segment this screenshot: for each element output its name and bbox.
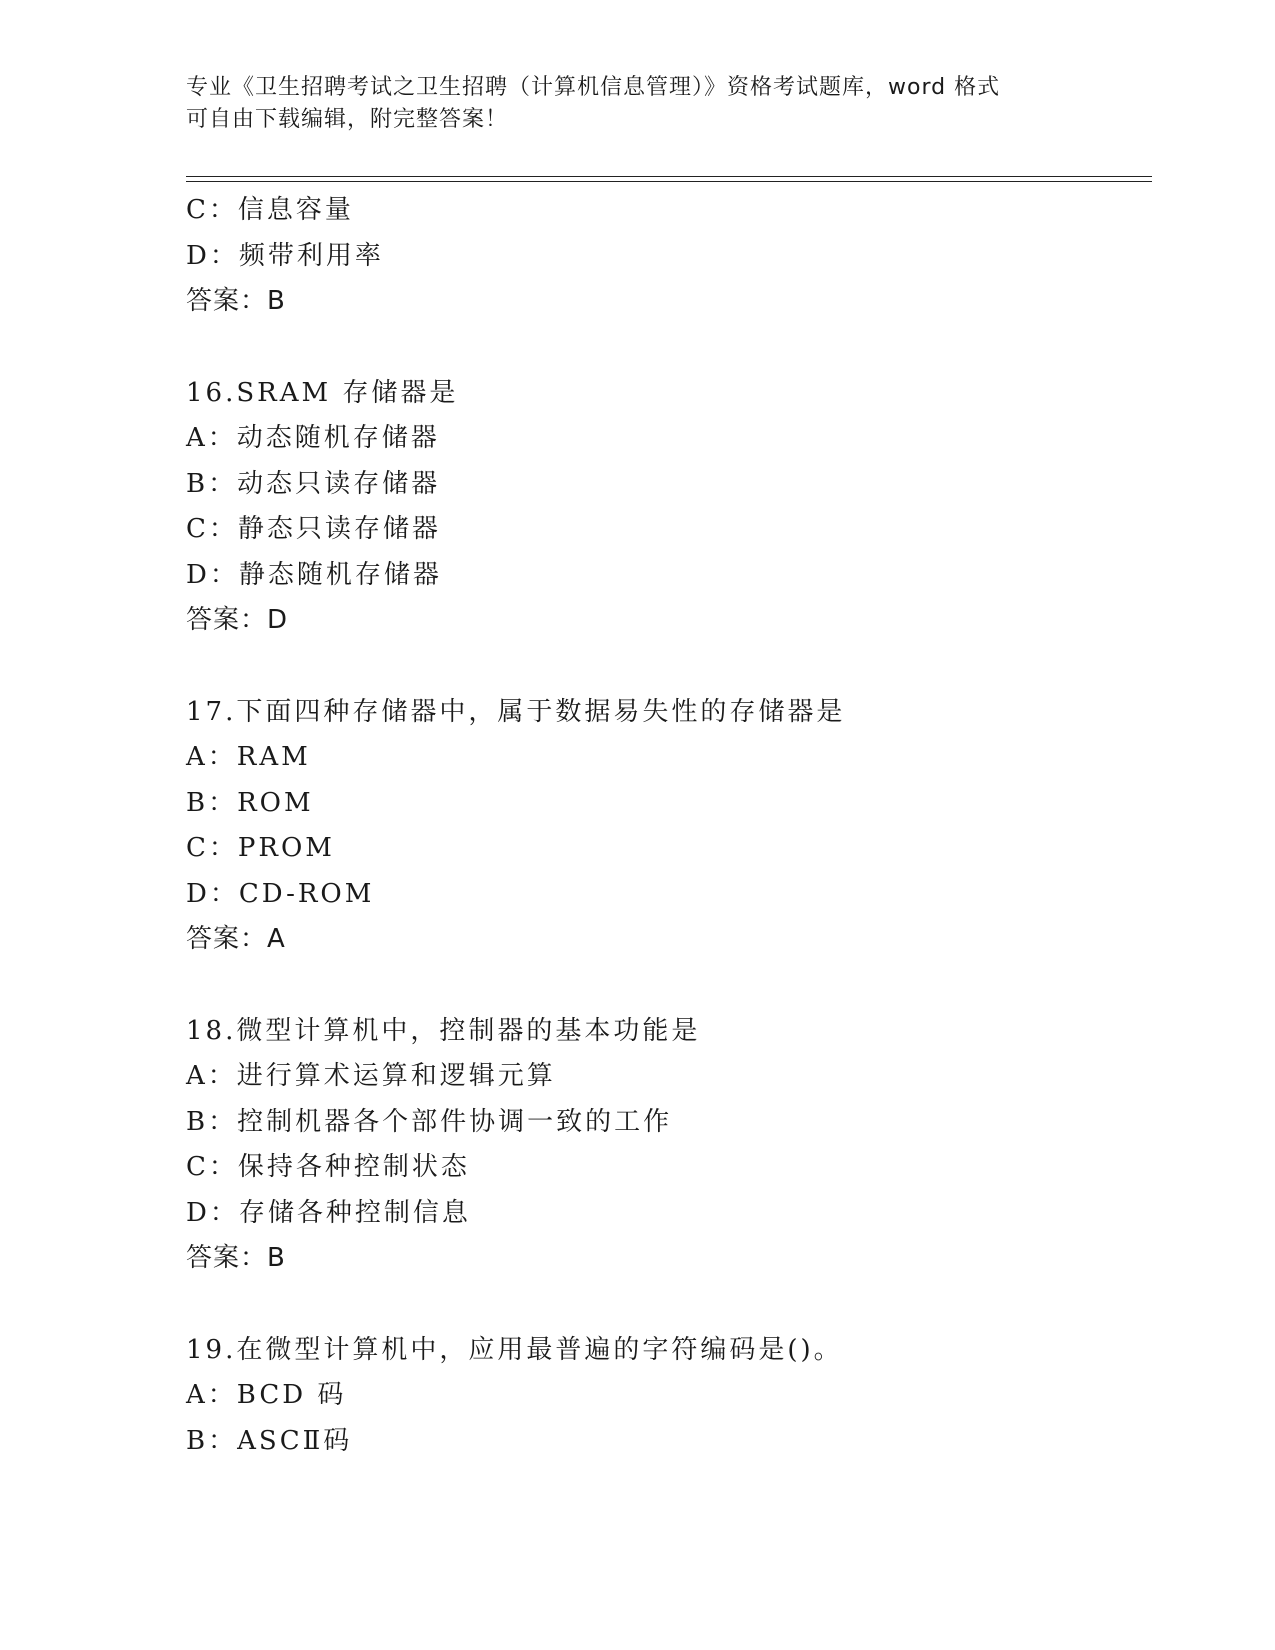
spacer — [186, 1282, 1146, 1328]
question-18-option-c: C：保持各种控制状态 — [186, 1152, 470, 1182]
spacer — [186, 325, 1146, 371]
question-19-option-b: B：ASCⅡ码 — [186, 1425, 353, 1456]
question-17-option-c: C：PROM — [186, 833, 335, 863]
question-17-option-b: B：ROM — [186, 787, 314, 818]
question-17-option-a: A：RAM — [186, 742, 311, 772]
header-rule-bottom — [186, 181, 1152, 182]
page-header — [186, 72, 1066, 136]
spacer — [186, 644, 1146, 690]
question-16-answer: 答案：D — [186, 605, 289, 635]
question-17-title: 17.下面四种存储器中，属于数据易失性的存储器是 — [186, 696, 846, 727]
question-18-option-a: A：进行算术运算和逻辑元算 — [186, 1061, 556, 1091]
option-c: C：信息容量 — [186, 195, 354, 225]
spacer — [186, 963, 1146, 1009]
header-rule-top — [186, 176, 1152, 177]
question-16-option-b: B：动态只读存储器 — [186, 468, 441, 499]
question-16-option-a: A：动态随机存储器 — [186, 423, 440, 453]
question-17-option-d: D：CD-ROM — [186, 878, 375, 909]
answer-line: 答案：B — [186, 286, 286, 316]
question-16-option-c: C：静态只读存储器 — [186, 514, 441, 544]
header-line-2: 可自由下载编辑，附完整答案！ — [186, 107, 509, 132]
question-19-option-a: A：BCD 码 — [186, 1380, 347, 1410]
question-18-title: 18.微型计算机中，控制器的基本功能是 — [186, 1015, 701, 1046]
question-18-option-d: D：存储各种控制信息 — [186, 1197, 471, 1228]
question-18-answer: 答案：B — [186, 1243, 286, 1273]
question-16-title: 16.SRAM 存储器是 — [186, 377, 459, 408]
question-16-option-d: D：静态随机存储器 — [186, 559, 442, 590]
option-d: D：频带利用率 — [186, 240, 384, 271]
question-18-option-b: B：控制机器各个部件协调一致的工作 — [186, 1106, 673, 1137]
question-19-title: 19.在微型计算机中，应用最普遍的字符编码是()。 — [186, 1334, 843, 1365]
header-line-1: 专业《卫生招聘考试之卫生招聘（计算机信息管理）》资格考试题库，word 格式 — [186, 75, 1001, 100]
question-17-answer: 答案：A — [186, 924, 286, 954]
question-list — [186, 188, 1146, 1464]
